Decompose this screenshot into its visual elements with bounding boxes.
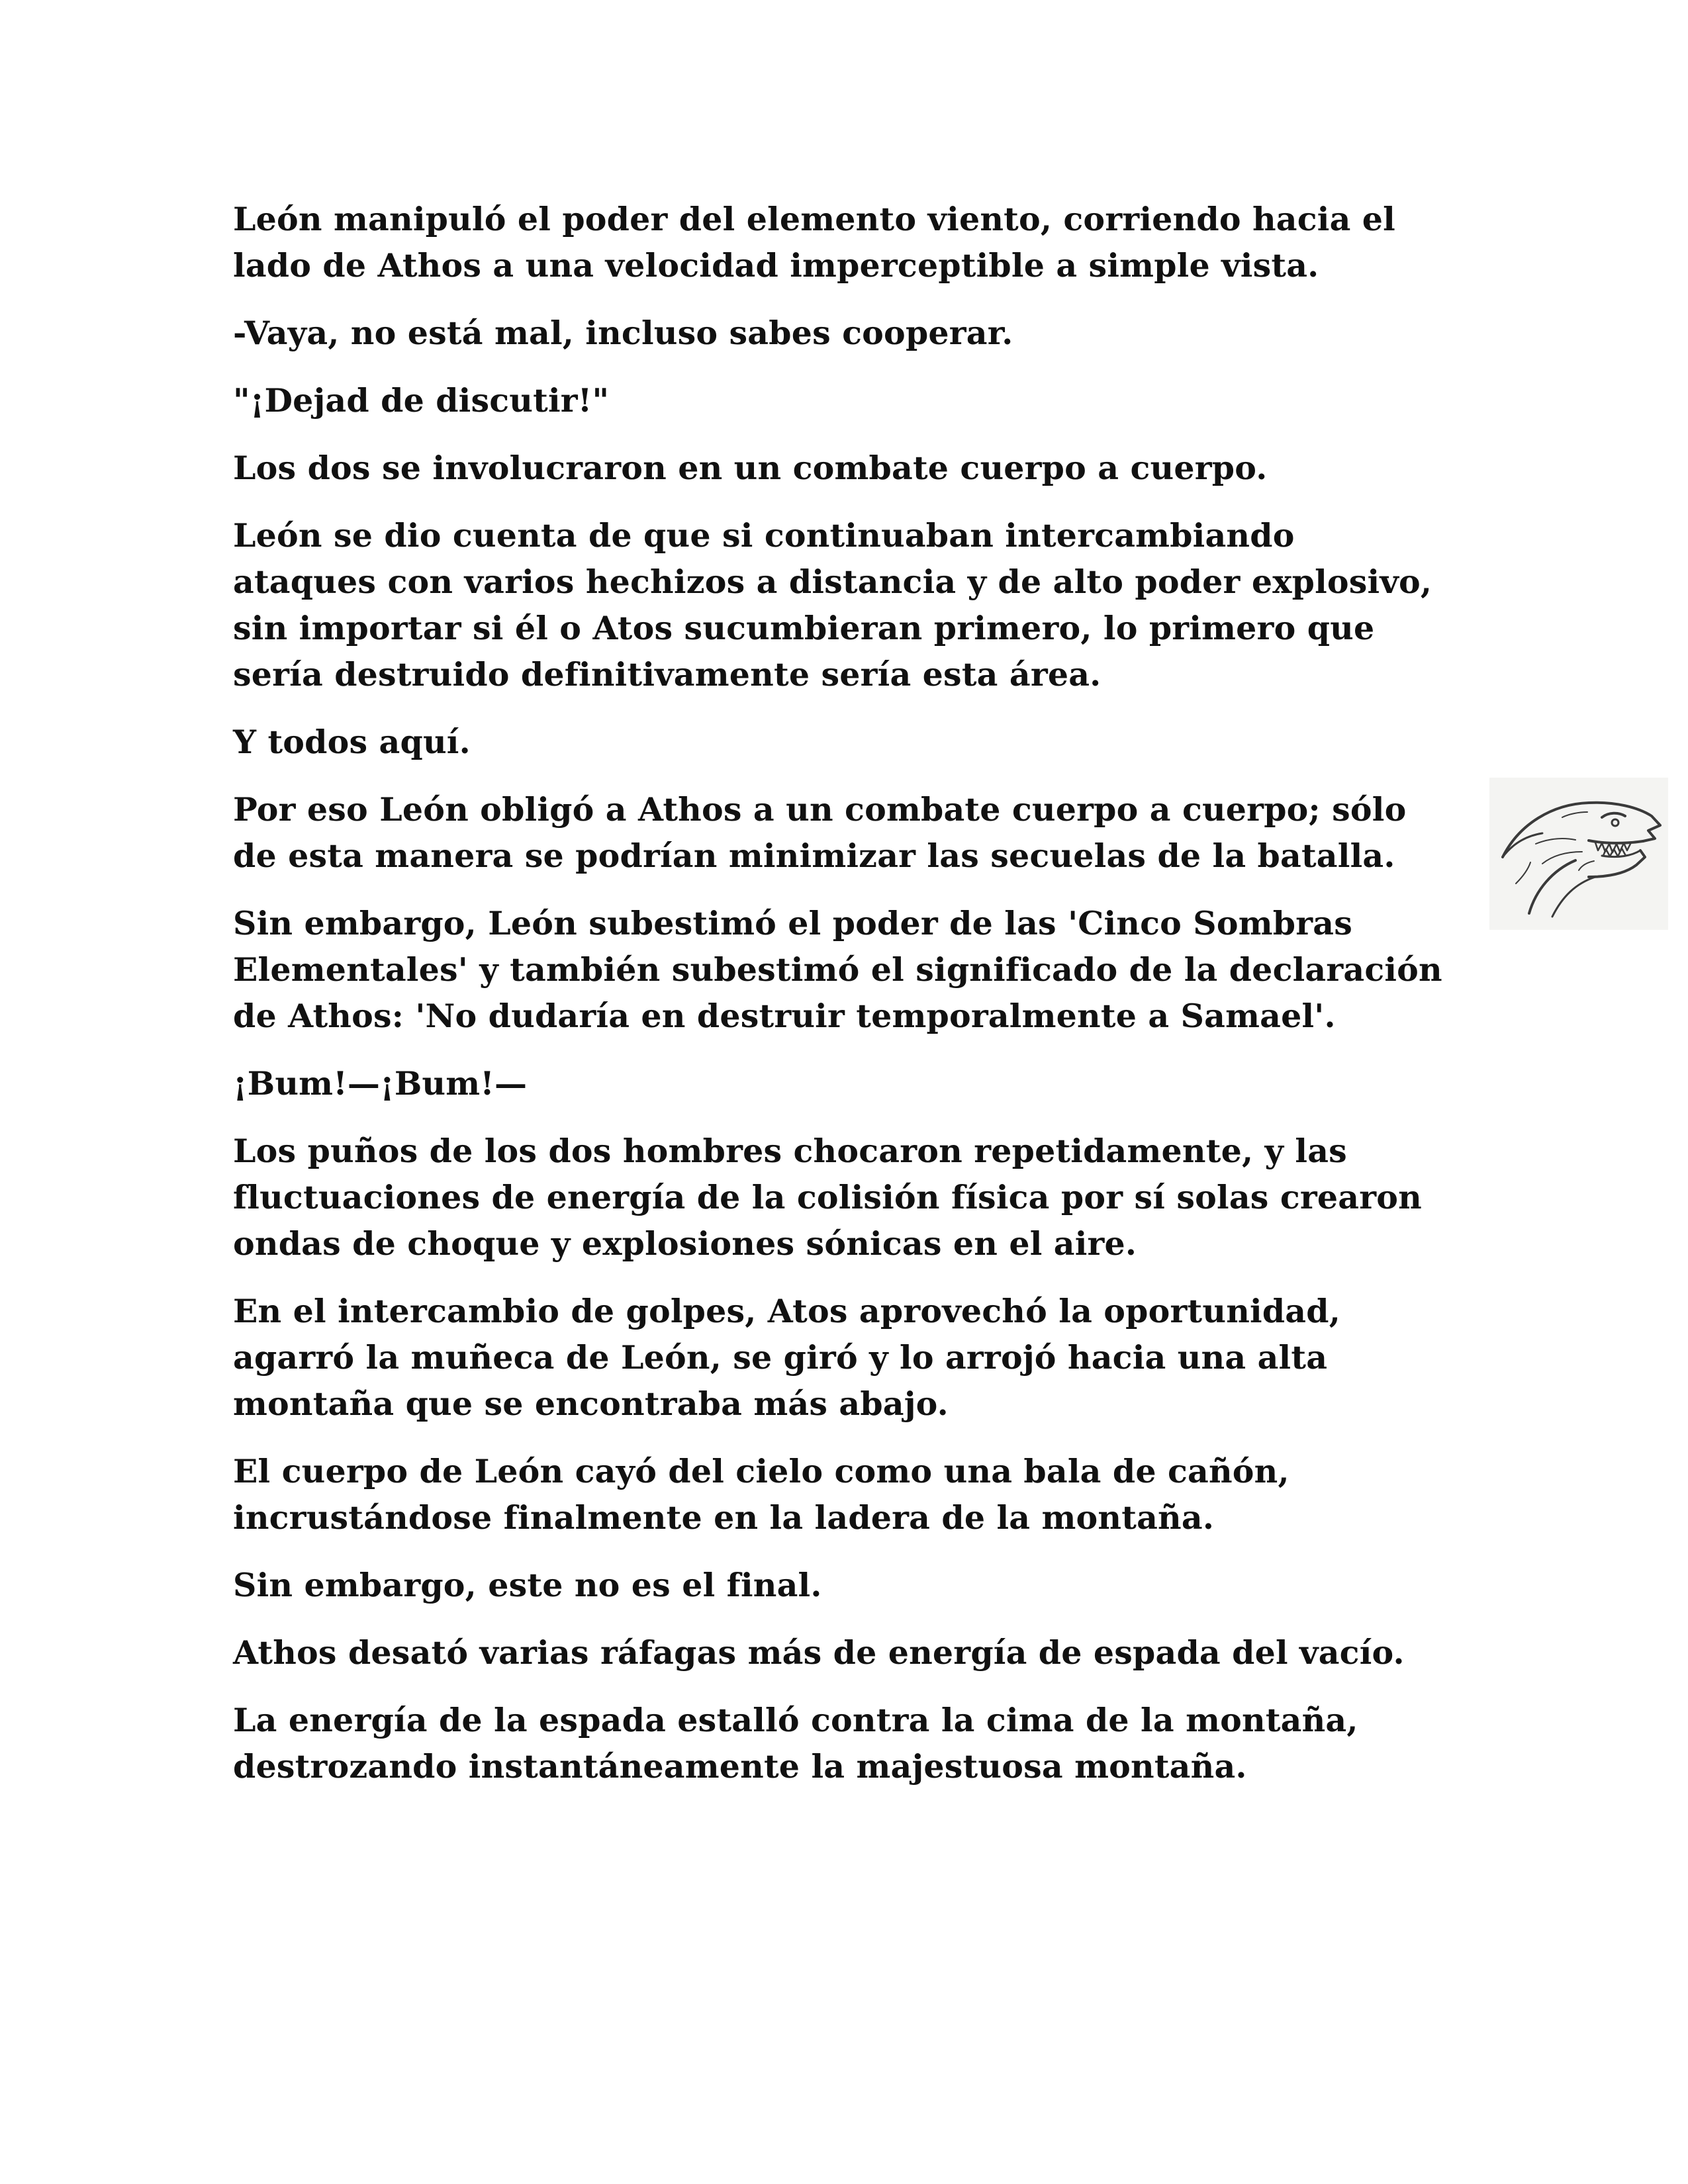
paragraph: ¡Bum!—¡Bum!—	[233, 1064, 528, 1103]
dinosaur-head-sketch-icon	[1489, 778, 1668, 930]
paragraph: -Vaya, no está mal, incluso sabes cooperar.	[233, 314, 1013, 352]
paragraph: "¡Dejad de discutir!"	[233, 381, 610, 420]
paragraph: Por eso León obligó a Athos a un combate cuerpo a cuerpo; sólo de esta manera se podrían minimizar las secuelas de la batalla.	[233, 790, 1407, 875]
paragraph: Athos desató varias ráfagas más de energía de espada del vacío.	[233, 1633, 1405, 1672]
paragraph: León manipuló el poder del elemento viento, corriendo hacia el lado de Athos a una velocidad imperceptible a simple vista.	[233, 200, 1395, 285]
paragraph: Y todos aquí.	[233, 723, 471, 761]
paragraph: Sin embargo, León subestimó el poder de las 'Cinco Sombras Elementales' y también subestimó el significado de la declaración de Athos: 'No dudaría en destruir temporalmente a Samael'.	[233, 904, 1442, 1035]
paragraph: Sin embargo, este no es el final.	[233, 1566, 822, 1604]
paragraph: La energía de la espada estalló contra la cima de la montaña, destrozando instantáneamente la majestuosa montaña.	[233, 1701, 1358, 1786]
body-text	[233, 196, 1444, 1811]
paragraph: Los dos se involucraron en un combate cuerpo a cuerpo.	[233, 449, 1268, 487]
paragraph: En el intercambio de golpes, Atos aprovechó la oportunidad, agarró la muñeca de León, se giró y lo arrojó hacia una alta montaña que se encontraba más abajo.	[233, 1292, 1340, 1423]
paragraph: León se dio cuenta de que si continuaban intercambiando ataques con varios hechizos a distancia y de alto poder explosivo, sin importar si él o Atos sucumbieran primero, lo primero que sería destruido definitivamente sería esta área.	[233, 516, 1432, 694]
paragraph: El cuerpo de León cayó del cielo como una bala de cañón, incrustándose finalmente en la ladera de la montaña.	[233, 1452, 1289, 1537]
paragraph: Los puños de los dos hombres chocaron repetidamente, y las fluctuaciones de energía de la colisión física por sí solas crearon ondas de choque y explosiones sónicas en el aire.	[233, 1132, 1422, 1263]
